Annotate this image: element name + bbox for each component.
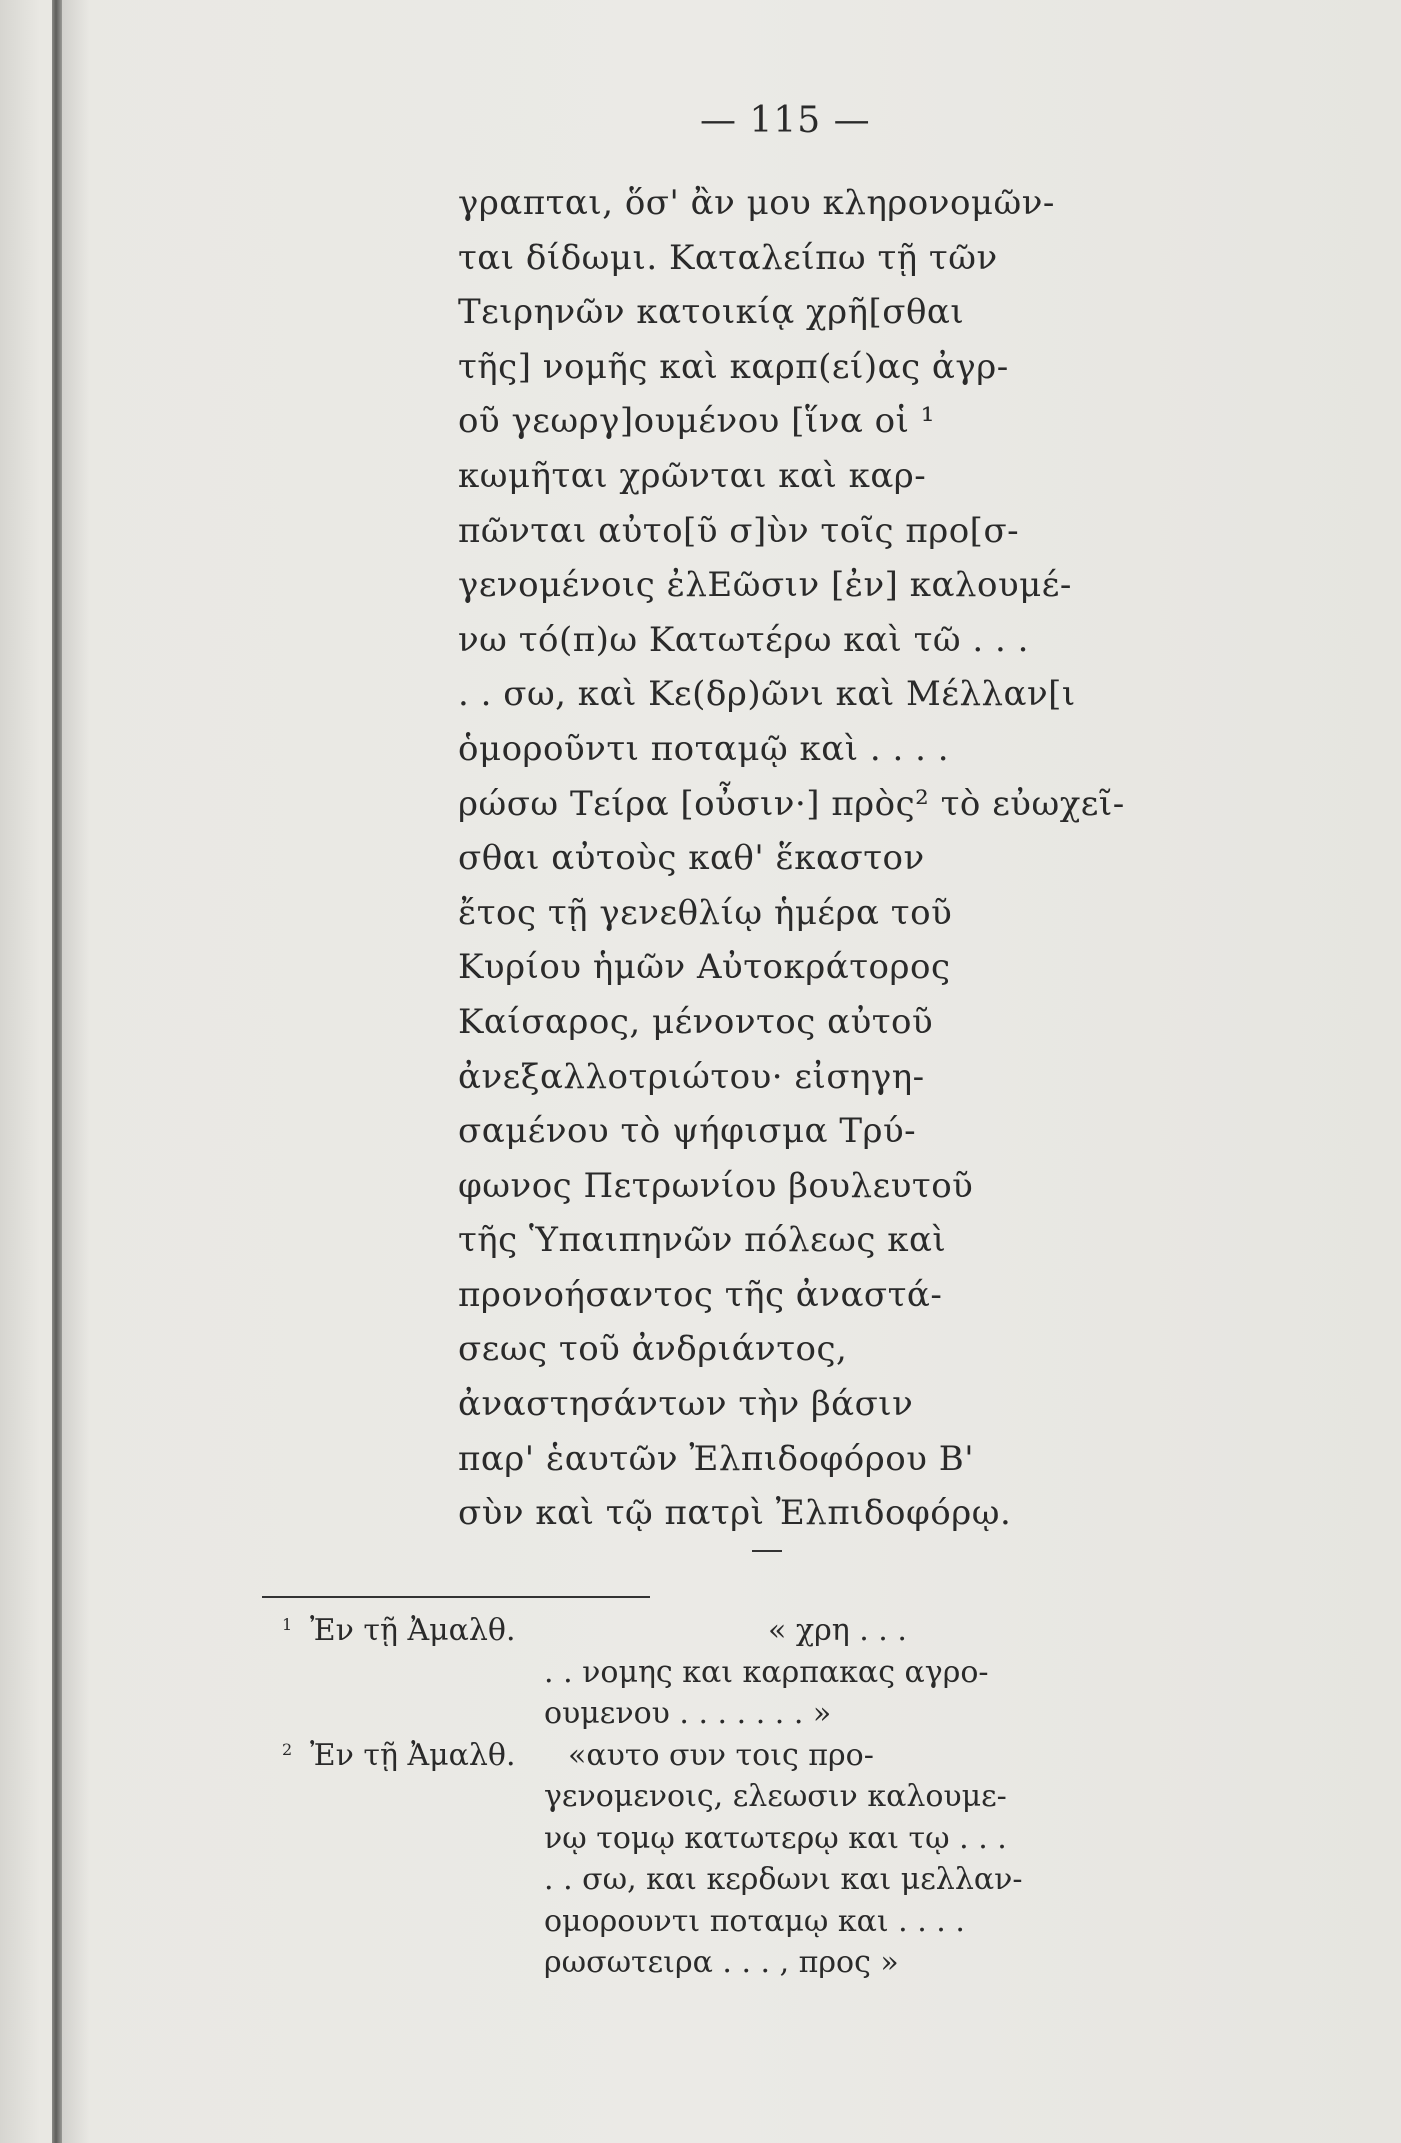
text-line: γραπται, ὅσ' ἂν μου κληρονομῶν- bbox=[458, 183, 1055, 223]
footnote-2-text: γενομενοις, ελεωσιν καλουμε- bbox=[544, 1779, 1007, 1814]
footnote-1-reference: Ἐν τῇ Ἀμαλθ. bbox=[310, 1613, 516, 1648]
footnote-1-text: « χρη . . . bbox=[768, 1613, 907, 1648]
text-line: πῶνται αὐτο[ῦ σ]ὺν τοῖς προ[σ- bbox=[458, 510, 1020, 551]
footnote-2-text: . . σω, και κερδωνι και μελλαν- bbox=[544, 1862, 1023, 1897]
text-line: νω τό(π)ω Κατωτέρω καὶ τῶ . . . bbox=[458, 619, 1029, 660]
text-line: Καίσαρος, μένοντος αὐτοῦ bbox=[458, 1001, 934, 1042]
text-line: ἀνεξαλλοτριώτου· εἰσηγη- bbox=[458, 1056, 925, 1097]
text-line: ἔτος τῇ γενεθλίῳ ἡμέρα τοῦ bbox=[458, 892, 953, 933]
footnote-2-line bbox=[282, 1942, 1082, 1984]
footnote-1-text: . . νομης και καρπακας αγρο- bbox=[544, 1654, 989, 1690]
footnote-1-text: ουμενου . . . . . . . » bbox=[544, 1696, 832, 1731]
text-line: ὁμοροῦντι ποταμῷ καὶ . . . . bbox=[458, 728, 949, 769]
footnote-2-line bbox=[282, 1818, 1082, 1860]
text-line: σεως τοῦ ἀνδριάντος, bbox=[458, 1329, 848, 1370]
gutter-shadow bbox=[62, 0, 90, 2143]
footnote-2-text: ρωσωτειρα . . . , προς » bbox=[544, 1945, 899, 1980]
footnote-1-line bbox=[282, 1652, 1082, 1694]
text-line: οῦ γεωργ]ουμένου [ἵνα οἱ ¹ bbox=[458, 401, 935, 442]
text-line: Τειρηνῶν κατοικίᾳ χρῆ[σθαι bbox=[458, 292, 965, 333]
footnote-2-line bbox=[282, 1901, 1082, 1943]
text-line: κωμῆται χρῶνται καὶ καρ- bbox=[458, 455, 927, 496]
text-line: τῆς] νομῆς καὶ καρπ(εί)ας ἀγρ- bbox=[458, 346, 1009, 387]
text-line: ται δίδωμι. Καταλείπω τῇ τῶν bbox=[458, 237, 998, 278]
footnote-2-mark: 2 bbox=[282, 1739, 293, 1759]
section-end-rule bbox=[752, 1550, 782, 1552]
footnote-2-text: «αυτο συν τοις προ- bbox=[568, 1737, 874, 1773]
footnote-2-line bbox=[282, 1735, 1082, 1777]
footnote-2-text: ομορουντι ποταμῳ και . . . . bbox=[544, 1903, 965, 1939]
footnote-2-text: νῳ τομῳ κατωτερῳ και τῳ . . . bbox=[544, 1820, 1007, 1856]
main-text-block bbox=[458, 176, 1125, 1541]
footnote-1-line bbox=[282, 1610, 1082, 1652]
footnote-rule bbox=[262, 1596, 650, 1598]
text-line: γενομένοις ἐλΕῶσιν [ἐν] καλουμέ- bbox=[458, 565, 1072, 606]
footnote-1-line bbox=[282, 1693, 1082, 1735]
footnote-2-line bbox=[282, 1776, 1082, 1818]
text-line: σαμένου τὸ ψήφισμα Τρύ- bbox=[458, 1111, 917, 1152]
footnotes bbox=[282, 1610, 1082, 1984]
text-line: σὺν καὶ τῷ πατρὶ Ἐλπιδοφόρῳ. bbox=[458, 1493, 1012, 1534]
book-gutter bbox=[52, 0, 62, 2143]
footnote-1-mark: 1 bbox=[282, 1615, 293, 1634]
footnote-2-reference: Ἐν τῇ Ἀμαλθ. bbox=[310, 1737, 516, 1773]
text-line: . . σω, καὶ Κε(δρ)ῶνι καὶ Μέλλαν[ι bbox=[458, 674, 1076, 715]
text-line: σθαι αὐτοὺς καθ' ἕκαστον bbox=[458, 838, 925, 879]
text-line: ρώσω Τείρα [οὖσιν·] πρὸς² τὸ εὐωχεῖ- bbox=[458, 783, 1125, 824]
page-number: — 115 — bbox=[700, 100, 871, 141]
text-line: προνοήσαντος τῆς ἀναστά- bbox=[458, 1274, 943, 1315]
text-line: ἀναστησάντων τὴν βάσιν bbox=[458, 1384, 914, 1425]
text-line: παρ' ἑαυτῶν Ἐλπιδοφόρου Β' bbox=[458, 1438, 975, 1479]
text-line: Κυρίου ἡμῶν Αὐτοκράτορος bbox=[458, 947, 951, 988]
text-line: τῆς Ὑπαιπηνῶν πόλεως καὶ bbox=[458, 1220, 947, 1261]
text-line: φωνος Πετρωνίου βουλευτοῦ bbox=[458, 1165, 974, 1206]
footnote-2-line bbox=[282, 1859, 1082, 1901]
